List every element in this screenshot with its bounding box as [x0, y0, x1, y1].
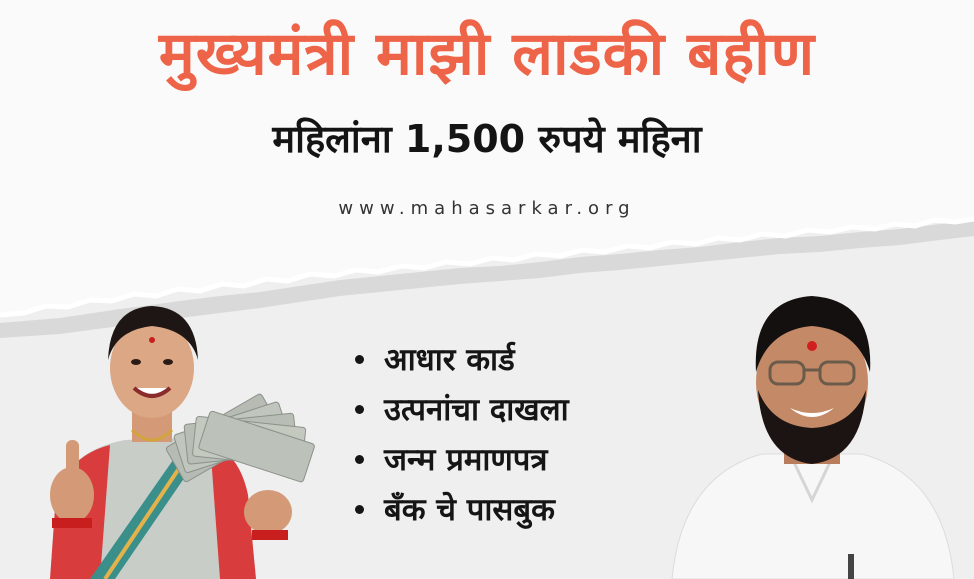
page-title: मुख्यमंत्री माझी लाडकी बहीण — [158, 19, 816, 89]
list-item — [355, 434, 569, 484]
man-portrait-illustration — [652, 286, 974, 579]
list-item — [355, 484, 569, 534]
website-url: www.mahasarkar.org — [338, 198, 636, 219]
document-label: उत्पनांचा दाखला — [384, 392, 569, 428]
documents-list — [355, 334, 569, 534]
bullet-icon — [355, 355, 364, 364]
bullet-icon — [355, 455, 364, 464]
bullet-icon — [355, 505, 364, 514]
bullet-icon — [355, 405, 364, 414]
document-label: बँक चे पासबुक — [384, 492, 555, 528]
subtitle: महिलांना 1,500 रुपये महिना — [272, 117, 702, 161]
woman-with-money-illustration — [30, 290, 330, 579]
list-item — [355, 334, 569, 384]
document-label: जन्म प्रमाणपत्र — [384, 442, 548, 478]
document-label: आधार कार्ड — [384, 342, 515, 378]
list-item — [355, 384, 569, 434]
